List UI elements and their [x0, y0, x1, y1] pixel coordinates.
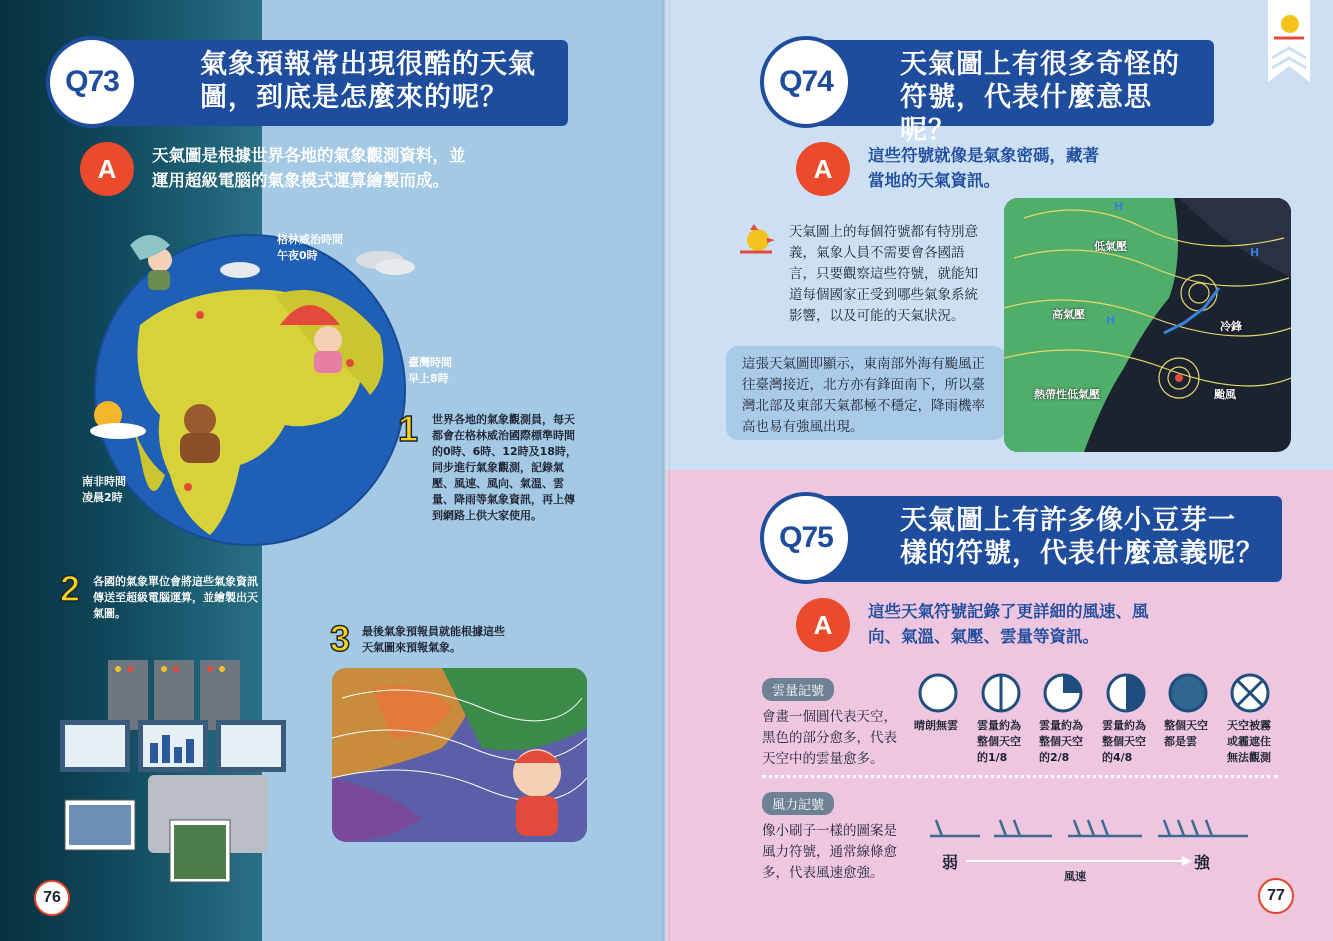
- four-eighths-cloud-icon: [1105, 672, 1147, 714]
- wind-barb-1-icon: [928, 812, 984, 842]
- one-eighth-cloud-label: 雲量約為 整個天空 的1/8: [977, 719, 1021, 764]
- chick-icon: [738, 222, 778, 260]
- wind-speed-arrow: [964, 854, 1194, 868]
- map-high-pressure-label: 高氣壓: [1052, 308, 1085, 321]
- step-2-text: 各國的氣象單位會將這些氣象資訊 傳送至超級電腦運算，並繪製出天 氣圖。: [93, 575, 258, 620]
- map-typhoon-label: 颱風: [1214, 388, 1236, 401]
- supercomputer-illustration: [60, 655, 290, 885]
- map-high-h-label: H: [1106, 314, 1116, 327]
- q73-title-line1: 氣象預報常出現很酷的天氣: [200, 49, 536, 80]
- strong-label: 強: [1194, 853, 1211, 872]
- wind-speed-label: 風速: [1064, 870, 1086, 883]
- cloud-cover-description: 會畫一個圓代表天空， 黑色的部分愈多，代表 天空中的雲量愈多。: [762, 709, 897, 767]
- right-page: [666, 0, 1333, 941]
- clear-sky-icon: [917, 672, 959, 714]
- weather-chart-map: [1004, 198, 1291, 452]
- map-high-label-1: H: [1114, 200, 1124, 213]
- q73-answer-line1: 天氣圖是根據世界各地的氣象觀測資料，並: [152, 146, 466, 165]
- q74-answer-line2: 當地的天氣資訊。: [868, 171, 1000, 190]
- wind-force-tag: 風力記號: [762, 792, 834, 815]
- wind-barb-3-icon: [1066, 812, 1146, 842]
- step-1-number: 1: [398, 408, 419, 449]
- obscured-sky-icon: [1229, 672, 1271, 714]
- map-cold-front-label: 冷鋒: [1220, 320, 1242, 333]
- q73-number-badge: Q73: [46, 36, 138, 128]
- section-divider: [762, 775, 1278, 778]
- overcast-icon: [1167, 672, 1209, 714]
- q75-title-banner: [798, 496, 1282, 582]
- clear-sky-label: 晴朗無雲: [914, 719, 958, 732]
- two-eighths-cloud-icon: [1042, 672, 1084, 714]
- step-3-number: 3: [330, 618, 351, 659]
- page-number-76: 76: [34, 880, 70, 916]
- two-eighths-cloud-label: 雲量約為 整個天空 的2/8: [1039, 719, 1083, 764]
- four-eighths-cloud-label: 雲量約為 整個天空 的4/8: [1102, 719, 1146, 764]
- south-africa-time-label: 南非時間 凌晨2時: [82, 475, 126, 504]
- page-number-77: 77: [1258, 878, 1294, 914]
- step-2-number: 2: [60, 568, 81, 609]
- q75-answer-text: [868, 599, 1149, 649]
- bookmark-ribbon-icon: [1268, 0, 1310, 82]
- q73-answer-text: [152, 143, 466, 193]
- q74-number-badge: Q74: [760, 36, 852, 128]
- wind-barb-2-icon: [992, 812, 1056, 842]
- step-3-text: 最後氣象預報員就能根據這些 天氣圖來預報氣象。: [362, 625, 505, 654]
- obscured-sky-label: 天空被霧 或霾遮住 無法觀測: [1227, 719, 1271, 764]
- one-eighth-cloud-icon: [980, 672, 1022, 714]
- overcast-label: 整個天空 都是雲: [1164, 719, 1208, 748]
- left-page: [0, 0, 666, 941]
- weak-label: 弱: [942, 853, 959, 872]
- q73-answer-badge: A: [80, 142, 134, 196]
- q75-number-badge: Q75: [760, 492, 852, 584]
- q74-paragraph-1: 天氣圖上的每個符號都有特別意 義，氣象人員不需要會各國語 言，只要觀察這些符號，就能知 道每個國家正受到哪些氣象系統 影響，以及可能的天氣狀況。: [789, 224, 978, 324]
- wind-force-description: 像小刷子一樣的圖案是 風力符號，通常線條愈 多，代表風速愈強。: [762, 823, 897, 881]
- map-high-label-2: H: [1250, 246, 1260, 259]
- map-low-pressure-label: 低氣壓: [1094, 240, 1127, 253]
- q74-answer-badge: A: [796, 142, 850, 196]
- q74-answer-text: [868, 143, 1099, 193]
- q74-answer-line1: 這些符號就像是氣象密碼，藏著: [868, 146, 1099, 165]
- wind-barb-4-icon: [1156, 812, 1252, 842]
- q75-title-line2: 樣的符號，代表什麼意義呢？: [900, 538, 1264, 569]
- q75-answer-line2: 向、氣溫、氣壓、雲量等資訊。: [868, 627, 1099, 646]
- q74-paragraph-2: 這張天氣圖即顯示，東南部外海有颱風正 往臺灣接近，北方亦有鋒面南下，所以臺 灣北部及東部天氣都極不穩定，降雨機率 高也易有強風出現。: [742, 356, 985, 435]
- q75-answer-line1: 這些天氣符號記錄了更詳細的風速、風: [868, 602, 1149, 621]
- greenwich-time-label: 格林威治時間 午夜0時: [277, 233, 343, 262]
- q74-title-line1: 天氣圖上有很多奇怪的: [900, 49, 1180, 80]
- taiwan-time-label: 臺灣時間 早上8時: [408, 356, 452, 385]
- q74-title-banner: [798, 40, 1214, 146]
- map-tropical-low-label: 熱帶性低氣壓: [1034, 388, 1100, 401]
- q73-title-line2: 圖，到底是怎麼來的呢？: [200, 82, 508, 113]
- q74-title-line2: 符號，代表什麼意思呢？: [900, 82, 1152, 146]
- step-1-text: 世界各地的氣象觀測員，每天 都會在格林威治國際標準時間 的0時、6時、12時及18時， 同步進行氣象觀測，記錄氣 壓、風速、風向、氣溫、雲 量、降雨等氣象資訊，再上傳 到網路上供大家使用。: [432, 413, 577, 522]
- q75-title-line1: 天氣圖上有許多像小豆芽一: [900, 505, 1236, 536]
- weather-map-picture: [332, 668, 587, 842]
- cloud-cover-tag: 雲量記號: [762, 678, 834, 701]
- q75-answer-badge: A: [796, 598, 850, 652]
- q73-answer-line2: 運用超級電腦的氣象模式運算繪製而成。: [152, 171, 449, 190]
- q73-title-banner: [98, 40, 568, 126]
- book-spine: [662, 0, 670, 941]
